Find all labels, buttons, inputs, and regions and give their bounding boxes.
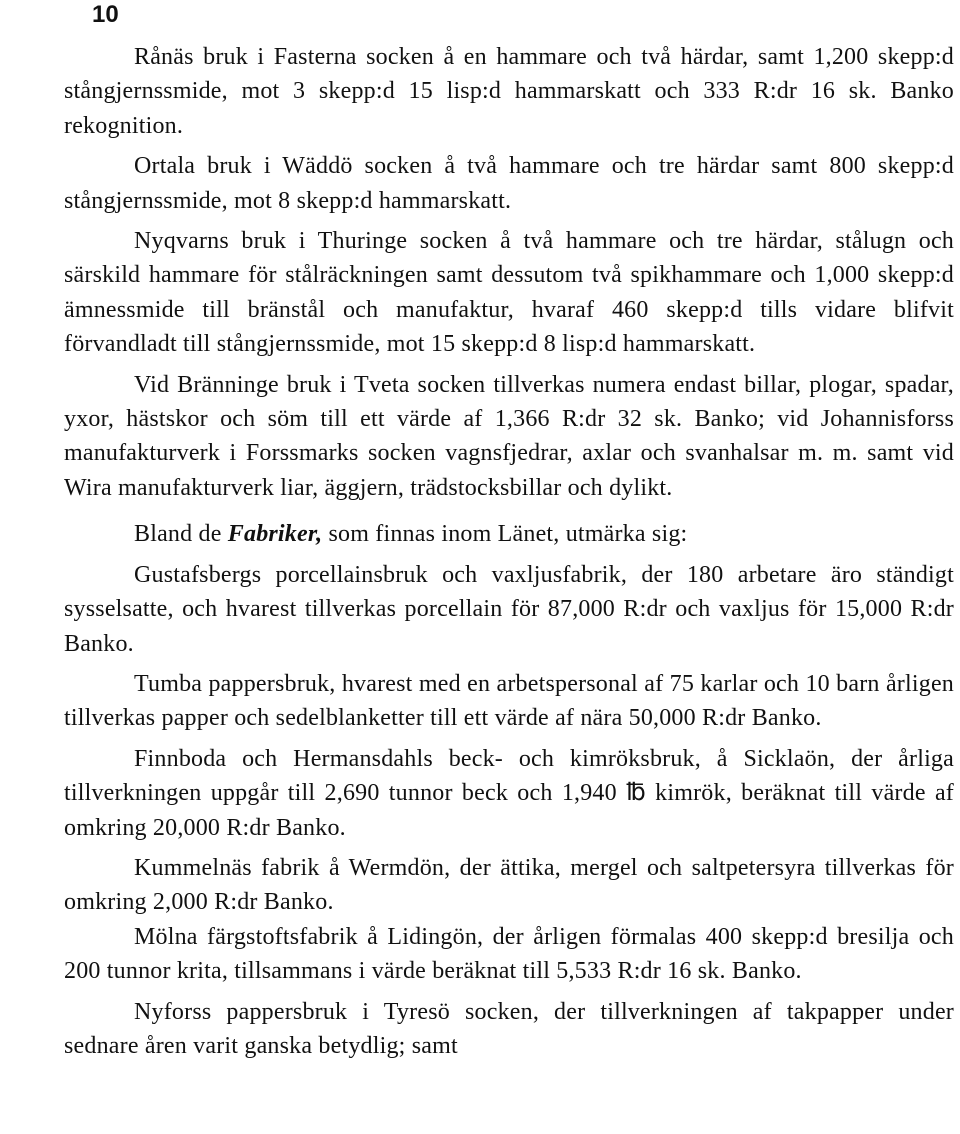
intro-tail-text: som finnas inom Länet, utmärka sig:: [322, 521, 688, 548]
paragraph-branninge: Vid Bränninge bruk i Tveta socken tillverkas numera endast billar, plogar, spadar, yxor, hästskor och söm till ett värde af 1,366 R:dr 32 sk. Banko; vid Johannisforss manufakturverk i Forssmarks socken vagnsfjedrar, axlar och svanhalsar m. m. samt vid Wira manufakturverk liar, äggjern, trädstocksbillar och dylikt.: [64, 371, 954, 501]
paragraph-finnboda: Finnboda och Hermansdahls beck- och kimröksbruk, å Sicklaön, der årliga tillverkningen uppgår till 2,690 tunnor beck och 1,940 ℔ kimrök, beräknat till värde af omkring 20,000 R:dr Banko.: [64, 745, 954, 841]
paragraph-kummelnas: Kummelnäs fabrik å Wermdön, der ättika, mergel och saltpetersyra tillverkas för omkring 2,000 R:dr Banko.: [64, 854, 954, 916]
page-number: 10: [92, 1, 119, 28]
paragraph-ortala: Ortala bruk i Wäddö socken å två hammare och tre härdar samt 800 skepp:d stångjernssmide, mot 8 skepp:d hammarskatt.: [64, 153, 954, 214]
paragraph-gustafsberg: Gustafsbergs porcellainsbruk och vaxljusfabrik, der 180 arbetare äro ständigt sysselsatte, och hvarest tillverkas porcellain för 87,000 R:dr och vaxljus för 15,000 R:dr Banko.: [64, 561, 954, 657]
paragraph-tumba: Tumba pappersbruk, hvarest med en arbetspersonal af 75 karlar och 10 barn årligen tillverkas papper och sedelblanketter till ett värde af nära 50,000 R:dr Banko.: [64, 670, 954, 732]
body-text: [64, 40, 954, 1063]
paragraph-molna: Mölna färgstoftsfabrik å Lidingön, der årligen förmalas 400 skepp:d bresilja och 200 tunnor krita, tillsammans i värde beräknat till 5,533 R:dr 16 sk. Banko.: [64, 923, 954, 985]
paragraph-nyqvarn: Nyqvarns bruk i Thuringe socken å två hammare och tre härdar, stålugn och särskild hammare för stålräckningen samt dessutom två spikhammare och 1,000 skepp:d ämnessmide till bränstål och manufaktur, hvaraf 460 skepp:d tills vidare blifvit förvandladt till stångjernssmide, mot 15 skepp:d 8 lisp:d hammarskatt.: [64, 228, 954, 358]
paragraph-ranas: Rånäs bruk i Fasterna socken å en hammare och två härdar, samt 1,200 skepp:d stångjernssmide, mot 3 skepp:d 15 lisp:d hammarskatt och 333 R:dr 16 sk. Banko rekognition.: [64, 44, 954, 139]
paragraph-nyforss: Nyforss pappersbruk i Tyresö socken, der tillverkningen af takpapper under sednare åren varit ganska betydlig; samt: [64, 998, 954, 1059]
paragraph-fabriker-intro: [64, 517, 954, 551]
fabriker-emphasis: Fabriker,: [227, 521, 323, 548]
intro-lead-text: Bland de: [134, 521, 228, 548]
